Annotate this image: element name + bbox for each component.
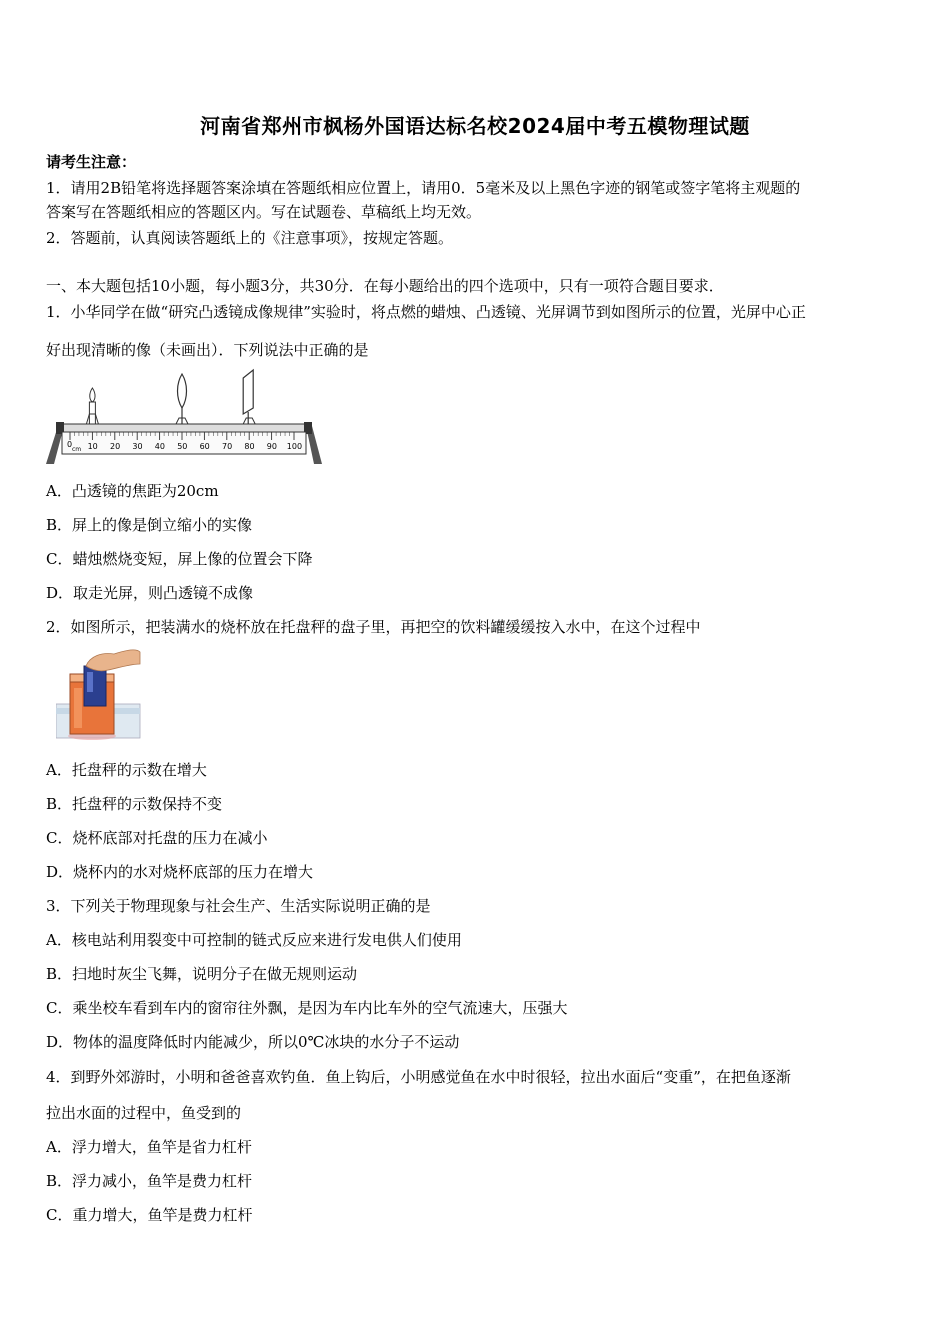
q4-stem-line-1: 4．到野外郊游时，小明和爸爸喜欢钓鱼．鱼上钩后，小明感觉鱼在水中时很轻，拉出水面后“变重”，在把鱼逐渐: [46, 1068, 791, 1086]
q4-option-b: B．浮力减小，鱼竿是费力杠杆: [46, 1172, 253, 1190]
scale-tick-label: 60: [199, 442, 210, 451]
candle-body: [89, 402, 95, 424]
q2-option-a: A．托盘秤的示数在增大: [46, 761, 207, 779]
scale-tick-label: 20: [110, 442, 121, 451]
q1-stem-line-1: 1．小华同学在做“研究凸透镜成像规律”实验时，将点燃的蜡烛、凸透镜、光屏调节到如图所示的位置，光屏中心正: [46, 303, 806, 321]
bench-rod: [58, 424, 310, 432]
candle-flame: [90, 388, 95, 402]
scale-tick-label: 30: [132, 442, 143, 451]
scale-tick-label: 100: [286, 442, 303, 451]
scale-tick-label: 80: [244, 442, 255, 451]
notice-item-2: 2．答题前，认真阅读答题纸上的《注意事项》，按规定答题。: [46, 229, 454, 247]
scale-tick-label: 50: [177, 442, 188, 451]
candle: [86, 388, 98, 424]
q1-option-a: A．凸透镜的焦距为20cm: [46, 482, 219, 500]
scale-tick-label: 70: [222, 442, 233, 451]
notice-heading: 请考生注意：: [46, 153, 137, 171]
q1-option-d: D．取走光屏，则凸透镜不成像: [46, 584, 254, 602]
q3-option-a: A．核电站利用裂变中可控制的链式反应来进行发电供人们使用: [46, 931, 462, 949]
beaker-highlight: [74, 688, 82, 728]
screen-holder: [243, 418, 255, 424]
q1-option-c: C．蜡烛燃烧变短，屏上像的位置会下降: [46, 550, 313, 568]
optical-bench-figure: [44, 366, 326, 470]
q2-stem: 2．如图所示，把装满水的烧杯放在托盘秤的盘子里，再把空的饮料罐缓缓按入水中，在这个过程中: [46, 618, 701, 636]
q2-option-b: B．托盘秤的示数保持不变: [46, 795, 223, 813]
screen-panel: [243, 370, 253, 414]
scale-tick-label-zero: 0: [67, 440, 73, 449]
q2-option-c: C．烧杯底部对托盘的压力在减小: [46, 829, 268, 847]
q4-option-a: A．浮力增大，鱼竿是省力杠杆: [46, 1138, 252, 1156]
section-heading: 一、本大题包括10小题，每小题3分，共30分．在每小题给出的四个选项中，只有一项符合题目要求．: [46, 277, 724, 295]
q3-stem: 3．下列关于物理现象与社会生产、生活实际说明正确的是: [46, 897, 431, 915]
q1-option-b: B．屏上的像是倒立缩小的实像: [46, 516, 253, 534]
notice-item-1-line-2: 答案写在答题纸相应的答题区内。写在试题卷、草稿纸上均无效。: [46, 203, 482, 221]
q2-option-d: D．烧杯内的水对烧杯底部的压力在增大: [46, 863, 314, 881]
notice-item-1-line-1: 1．请用2B铅笔将选择题答案涂填在答题纸相应位置上，请用0．5毫米及以上黑色字迹的钢笔或签字笔将主观题的: [46, 179, 801, 197]
q4-stem-line-2: 拉出水面的过程中，鱼受到的: [46, 1104, 242, 1122]
hand: [86, 650, 140, 671]
can-label: [87, 672, 93, 692]
q1-stem-line-2: 好出现清晰的像（未画出）．下列说法中正确的是: [46, 341, 369, 359]
q3-option-c: C．乘坐校车看到车内的窗帘往外飘，是因为车内比车外的空气流速大，压强大: [46, 999, 568, 1017]
beaker-scale-figure: [56, 648, 142, 746]
scale-tick-label: 90: [266, 442, 277, 451]
light-screen: [243, 370, 255, 424]
q4-option-c: C．重力增大，鱼竿是费力杠杆: [46, 1206, 253, 1224]
page-title: 河南省郑州市枫杨外国语达标名校2024届中考五模物理试题: [200, 114, 750, 138]
scale-unit-label: cm: [72, 446, 82, 453]
scale-tick-label: 10: [87, 442, 98, 451]
scale-tick-label: 40: [154, 442, 165, 451]
convex-lens: [176, 374, 188, 424]
q3-option-b: B．扫地时灰尘飞舞，说明分子在做无规则运动: [46, 965, 358, 983]
q3-option-d: D．物体的温度降低时内能减少，所以0℃冰块的水分子不运动: [46, 1033, 460, 1051]
lens-body: [178, 374, 187, 408]
